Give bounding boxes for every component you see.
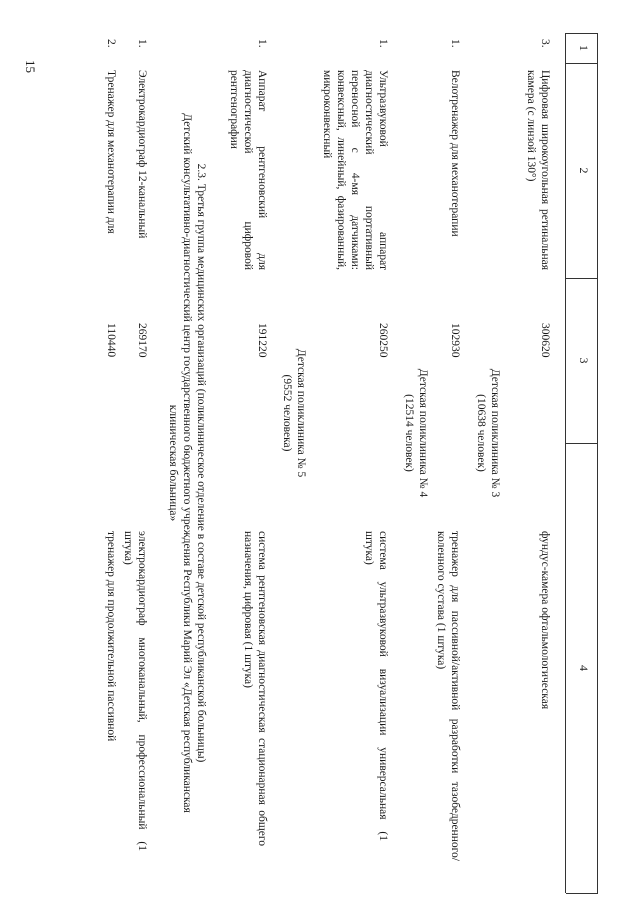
row-number: 1. — [377, 39, 389, 48]
price: 102930 — [449, 323, 461, 358]
header-col-2: 2 — [577, 167, 591, 174]
price: 269170 — [136, 323, 148, 358]
clinic-heading-3: Детская поликлиника № 3 (10638 человек) — [475, 368, 501, 498]
row-number: 1. — [449, 39, 461, 48]
equipment-type: электрокардиограф многоканальный, профессиональный (1 штука) — [122, 531, 148, 851]
row-number: 2. — [105, 39, 117, 48]
page-number: 15 — [23, 60, 38, 73]
row-number: 1. — [256, 39, 268, 48]
price: 300620 — [539, 323, 551, 358]
row-number: 1. — [136, 39, 148, 48]
section-subtitle: Детский консультативно-диагностический центр государственного бюджетного учреждения Республики Марий Эл «Детская республиканская клиническая больница» — [167, 113, 193, 813]
table-top-border — [597, 33, 598, 893]
section-title: 2.3. Третья группа медицинских организаций (поликлиническое отделение в составе детской республиканской больницы) — [195, 163, 207, 763]
col-divider — [566, 893, 598, 894]
equipment-type: тренажер для пассивной/активной разработки тазобедренного/коленного сустава (1 штука) — [435, 531, 461, 861]
equipment-table — [98, 33, 598, 893]
row-number: 3. — [539, 39, 551, 48]
header-col-4: 4 — [577, 665, 591, 671]
equipment-name: Цифровая широкоугольная ретинальная камера (с линзой 130°) — [525, 70, 551, 270]
price: 110440 — [105, 323, 117, 358]
clinic-heading-5: Детская поликлиника № 5 (9552 человека) — [281, 348, 307, 478]
header-col-3: 3 — [577, 357, 591, 364]
equipment-name: Тренажер для механотерапии для — [105, 70, 117, 234]
equipment-name: Аппарат рентгеновский для диагностической цифровой рентгенографии — [228, 70, 268, 270]
clinic-heading-4: Детская поликлиника № 4 (12514 человек) — [403, 368, 429, 498]
equipment-type: фундус-камера офтальмологическая — [539, 531, 551, 710]
price: 260250 — [377, 323, 389, 358]
equipment-type: система рентгеновская диагностическая стационарная общего назначения, цифровая (1 штука) — [242, 531, 268, 846]
equipment-name: Ультразвуковой аппарат диагностический портативный переносной с 4-мя датчиками: конвексный, линейный, фазированный, микроконвексный — [321, 70, 389, 270]
price: 191220 — [256, 323, 268, 358]
equipment-type: система ультразвуковой визуализации универсальная (1 штука) — [363, 531, 389, 841]
equipment-type: тренажер для продолжительной пассивной — [105, 531, 117, 742]
equipment-name: Велотренажер для механотерапии — [449, 70, 461, 237]
header-bottom-border — [565, 33, 566, 893]
header-col-1: 1 — [577, 45, 591, 51]
equipment-name: Электрокардиограф 12-канальный — [136, 70, 148, 239]
